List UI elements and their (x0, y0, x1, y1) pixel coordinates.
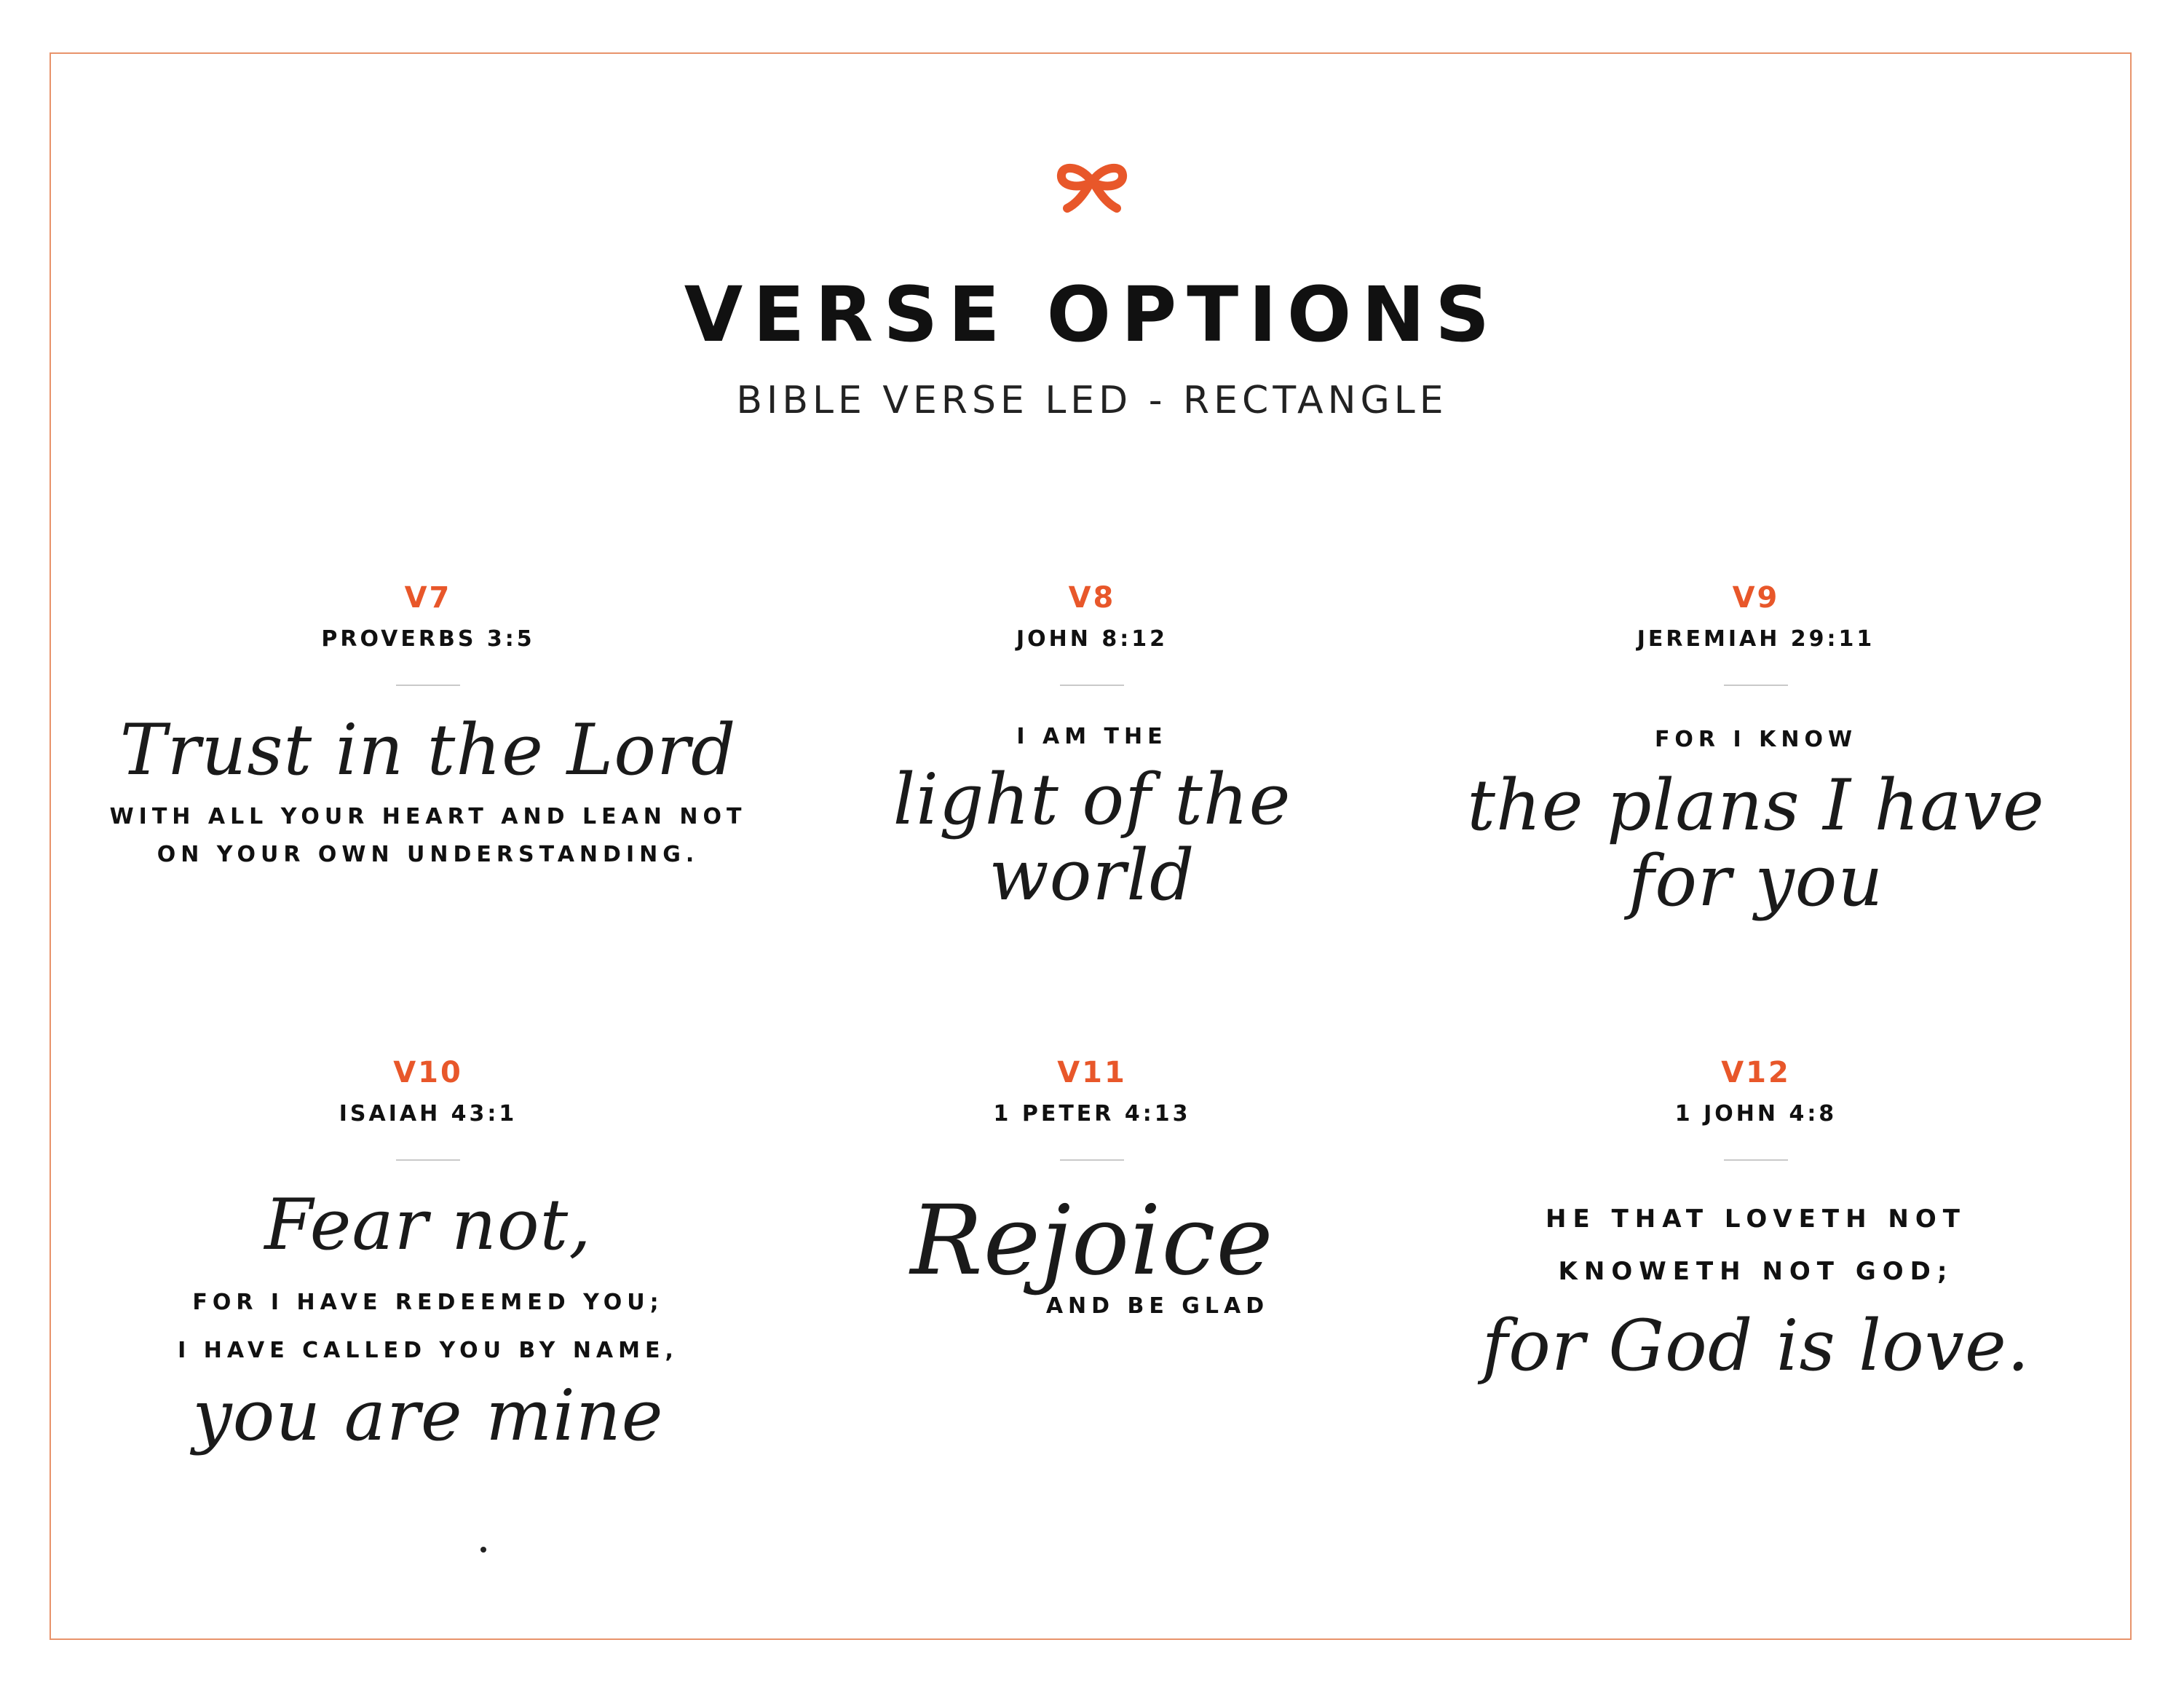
verse-code: V11 (1057, 1056, 1127, 1089)
verse-script-line: Fear not, (264, 1184, 592, 1266)
verse-caps-line: I AM THE (1016, 724, 1168, 749)
verse-card-v9 (1428, 580, 2084, 922)
page-subtitle: BIBLE VERSE LED - RECTANGLE (736, 379, 1448, 422)
verse-caps-line: AND BE GLAD (1045, 1293, 1270, 1319)
verse-code: V9 (1732, 581, 1780, 615)
verse-caps-line: FOR I KNOW (1654, 727, 1858, 752)
divider (1060, 1159, 1124, 1161)
verse-script-line: the plans I have (1467, 765, 2045, 846)
verse-reference: 1 PETER 4:13 (993, 1101, 1191, 1127)
verse-caps-line: HE THAT LOVETH NOT (1546, 1204, 1966, 1234)
verse-script-line: world (989, 835, 1195, 916)
page-title: VERSE OPTIONS (684, 270, 1500, 359)
divider (1060, 685, 1124, 686)
verse-card-v7 (100, 580, 756, 874)
verse-script-line: for God is love. (1481, 1305, 2030, 1387)
verse-script-line: you are mine (192, 1375, 664, 1456)
verse-caps-line: I HAVE CALLED YOU BY NAME, (178, 1338, 678, 1363)
divider (1724, 1159, 1788, 1161)
verse-card-v10 (100, 1054, 756, 1454)
verse-card-v11 (764, 1054, 1420, 1325)
divider (1724, 685, 1788, 686)
verse-code: V10 (393, 1056, 463, 1089)
verse-script-line: Rejoice (910, 1185, 1274, 1297)
verse-card-v8 (764, 580, 1420, 916)
bow-icon (1054, 153, 1130, 216)
divider (396, 685, 460, 686)
verse-script-line: light of the (893, 759, 1291, 840)
verse-reference: JEREMIAH 29:11 (1637, 626, 1875, 652)
verse-code: V7 (404, 581, 452, 615)
verse-caps-line: WITH ALL YOUR HEART AND LEAN NOT (109, 804, 747, 829)
verse-caps-line: FOR I HAVE REDEEMED YOU; (192, 1290, 664, 1315)
verse-reference: ISAIAH 43:1 (339, 1101, 518, 1127)
verse-reference: JOHN 8:12 (1016, 626, 1168, 652)
verse-code: V12 (1721, 1056, 1791, 1089)
verse-card-v12 (1428, 1054, 2084, 1387)
stray-dot (480, 1547, 486, 1553)
verse-caps-line: ON YOUR OWN UNDERSTANDING. (157, 842, 700, 867)
verse-reference: PROVERBS 3:5 (321, 626, 535, 652)
verse-reference: 1 JOHN 4:8 (1674, 1101, 1837, 1127)
verse-code: V8 (1068, 581, 1116, 615)
verse-script-line: for you (1628, 840, 1884, 922)
verse-script-line: Trust in the Lord (119, 709, 737, 791)
verse-caps-line: KNOWETH NOT GOD; (1558, 1257, 1954, 1286)
divider (396, 1159, 460, 1161)
